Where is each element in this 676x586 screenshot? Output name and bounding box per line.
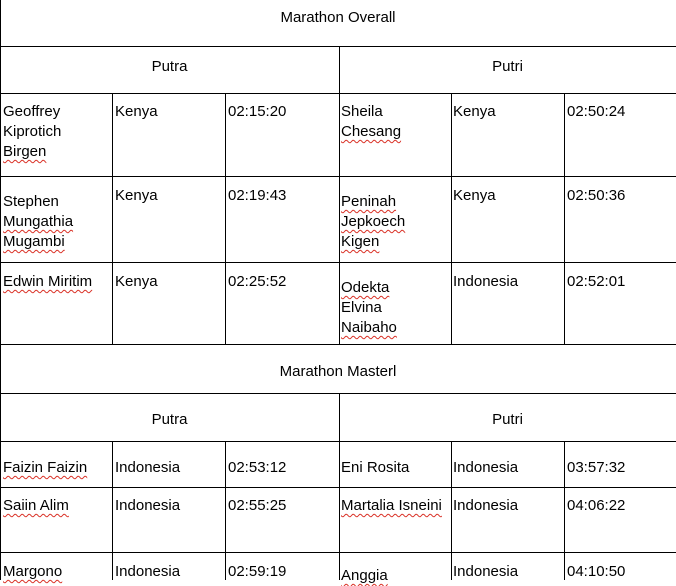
putra-country-cell: Indonesia xyxy=(115,497,181,514)
column-divider xyxy=(339,46,340,344)
name-line: Odekta xyxy=(341,279,390,296)
putra-time-cell: 02:53:12 xyxy=(228,459,287,476)
name-line: Naibaho xyxy=(341,319,397,336)
putra-name-cell: Faizin Faizin xyxy=(3,459,88,476)
putra-time-cell: 02:15:20 xyxy=(228,103,287,120)
putra-country-cell: Indonesia xyxy=(115,563,181,580)
putri-country-cell: Indonesia xyxy=(453,563,519,580)
name-line: Jepkoech xyxy=(341,213,406,230)
name-line: Kiprotich xyxy=(3,123,62,140)
putra-country-cell: Kenya xyxy=(115,187,158,204)
name-line: Stephen xyxy=(3,193,59,210)
putri-country-cell: Indonesia xyxy=(453,459,519,476)
putri-time-cell: 04:10:50 xyxy=(567,563,626,580)
putra-name-cell xyxy=(3,272,92,292)
name-line: Mungathia xyxy=(3,213,74,230)
section-title-text: Marathon Masterl xyxy=(279,363,397,380)
column-divider xyxy=(451,93,452,344)
putri-country-cell: Kenya xyxy=(453,187,496,204)
section-title-text: Marathon Overall xyxy=(280,9,396,26)
putri-name-cell: Martalia Isneini xyxy=(341,497,442,514)
column-divider xyxy=(0,0,1,580)
name-line: Edwin Miritim xyxy=(3,273,93,290)
putri-country-cell: Indonesia xyxy=(453,273,519,290)
putri-country-cell: Kenya xyxy=(453,103,496,120)
putra-time-cell: 02:19:43 xyxy=(228,187,287,204)
name-line: Kigen xyxy=(341,233,380,250)
name-line: Elvina xyxy=(341,299,382,316)
row-divider xyxy=(0,344,676,345)
putra-time-cell: 02:55:25 xyxy=(228,497,287,514)
putri-name-cell xyxy=(341,102,401,142)
column-divider xyxy=(451,441,452,580)
putri-time-cell: 02:50:24 xyxy=(567,103,626,120)
name-line: Mugambi xyxy=(3,233,65,250)
putri-time-cell: 02:50:36 xyxy=(567,187,626,204)
putra-heading-text: Putra xyxy=(151,58,188,75)
putri-time-cell: 04:06:22 xyxy=(567,497,626,514)
putri-name-cell: Anggia xyxy=(341,567,388,584)
name-line: Birgen xyxy=(3,143,47,160)
row-divider xyxy=(0,487,676,488)
putra-time-cell: 02:25:52 xyxy=(228,273,287,290)
row-divider xyxy=(0,46,676,47)
putri-time-cell: 03:57:32 xyxy=(567,459,626,476)
putra-heading xyxy=(0,411,339,429)
putra-heading xyxy=(0,58,339,76)
putra-name-cell xyxy=(3,102,61,162)
putra-heading-text: Putra xyxy=(151,411,188,428)
putri-heading xyxy=(339,58,676,76)
column-divider xyxy=(225,441,226,580)
name-line: Chesang xyxy=(341,123,402,140)
row-divider xyxy=(0,393,676,394)
putri-heading xyxy=(339,411,676,429)
row-divider xyxy=(0,441,676,442)
putri-name-cell xyxy=(341,192,405,252)
putri-heading-text: Putri xyxy=(492,411,523,428)
putri-country-cell: Indonesia xyxy=(453,497,519,514)
row-divider xyxy=(0,552,676,553)
row-divider xyxy=(0,262,676,263)
column-divider xyxy=(112,93,113,344)
column-divider xyxy=(112,441,113,580)
putra-country-cell: Kenya xyxy=(115,103,158,120)
column-divider xyxy=(564,441,565,580)
putra-name-cell xyxy=(3,192,73,252)
putri-name-cell xyxy=(341,278,397,338)
row-divider xyxy=(0,93,676,94)
section-title xyxy=(0,363,676,381)
name-line: Peninah xyxy=(341,193,397,210)
section-title xyxy=(0,9,676,27)
putri-name-cell: Eni Rosita xyxy=(341,459,410,476)
row-divider xyxy=(0,176,676,177)
putri-time-cell: 02:52:01 xyxy=(567,273,626,290)
column-divider xyxy=(564,93,565,344)
putra-name-cell: Saiin Alim xyxy=(3,497,69,514)
name-line: Sheila xyxy=(341,103,383,120)
putra-name-cell: Margono xyxy=(3,563,63,580)
putra-country-cell: Kenya xyxy=(115,273,158,290)
name-line: Geoffrey xyxy=(3,103,61,120)
putra-time-cell: 02:59:19 xyxy=(228,563,287,580)
putra-country-cell: Indonesia xyxy=(115,459,181,476)
column-divider xyxy=(225,93,226,344)
putri-heading-text: Putri xyxy=(492,58,523,75)
